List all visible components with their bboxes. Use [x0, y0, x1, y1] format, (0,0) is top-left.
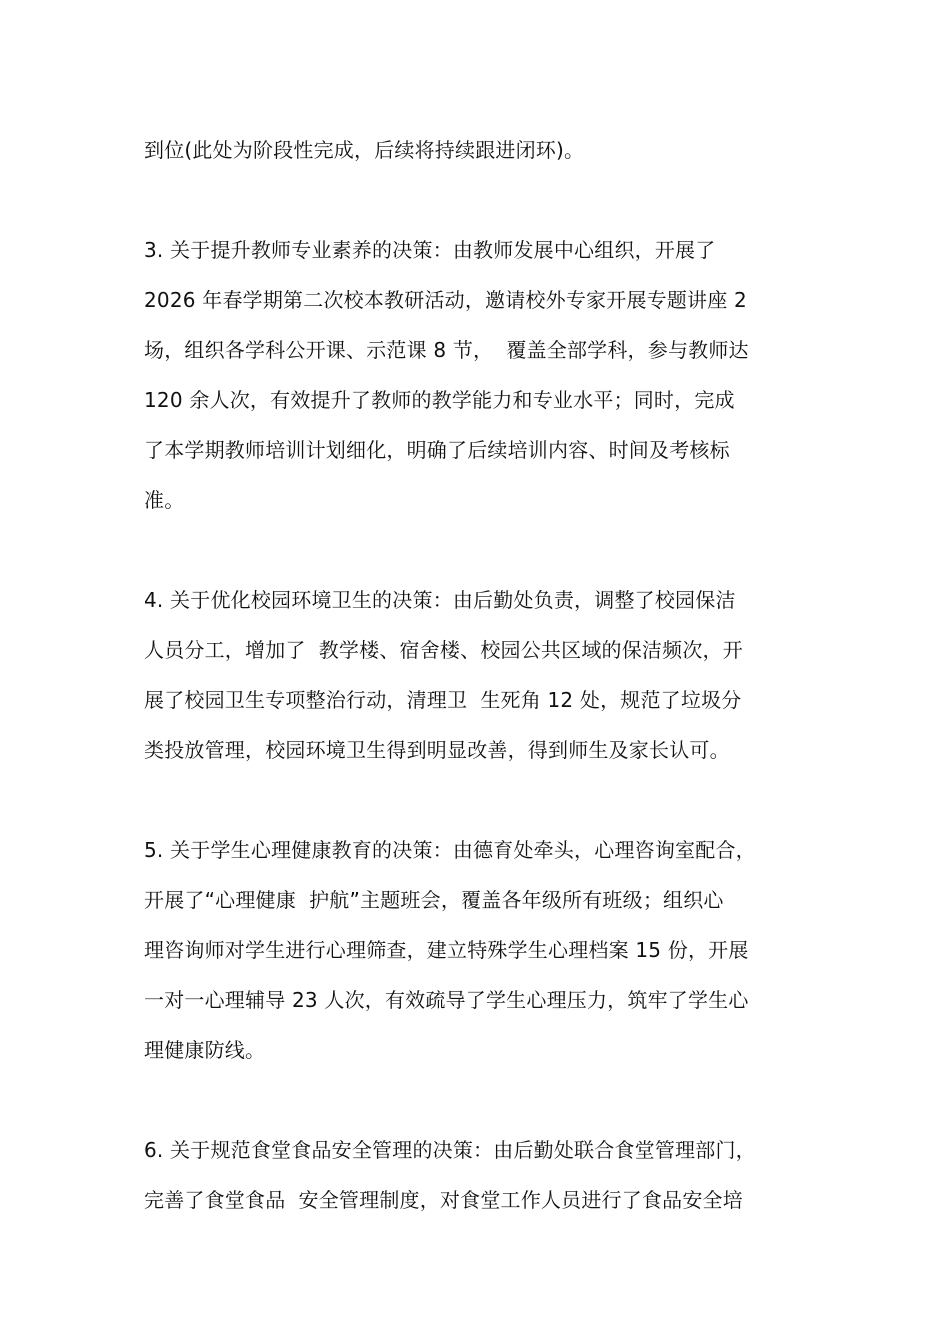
text-line: 完善了食堂食品 安全管理制度，对食堂工作人员进行了食品安全培	[144, 1188, 743, 1212]
text-line: 2026 年春学期第二次校本教研活动，邀请校外专家开展专题讲座 2	[144, 288, 747, 312]
text-line: 3. 关于提升教师专业素养的决策：由教师发展中心组织，开展了	[144, 238, 716, 262]
text-line: 准。	[144, 488, 185, 512]
text-line: 类投放管理，校园环境卫生得到明显改善，得到师生及家长认可。	[144, 738, 730, 762]
text-line: 了本学期教师培训计划细化，明确了后续培训内容、时间及考核标	[144, 438, 730, 462]
text-line: 理健康防线。	[144, 1038, 266, 1062]
text-line: 4. 关于优化校园环境卫生的决策：由后勤处负责，调整了校园保洁	[144, 588, 736, 612]
text-line: 120 余人次，有效提升了教师的教学能力和专业水平；同时，完成	[144, 388, 735, 412]
text-line: 一对一心理辅导 23 人次，有效疏导了学生心理压力，筑牢了学生心	[144, 988, 749, 1012]
text-line: 开展了“心理健康 护航”主题班会，覆盖各年级所有班级；组织心	[144, 888, 724, 912]
text-line: 6. 关于规范食堂食品安全管理的决策：由后勤处联合食堂管理部门，	[144, 1138, 756, 1162]
text-line: 理咨询师对学生进行心理筛查，建立特殊学生心理档案 15 份，开展	[144, 938, 749, 962]
text-line: 5. 关于学生心理健康教育的决策：由德育处牵头，心理咨询室配合，	[144, 838, 756, 862]
text-line: 场，组织各学科公开课、示范课 8 节， 覆盖全部学科，参与教师达	[144, 338, 749, 362]
text-line: 展了校园卫生专项整治行动，清理卫 生死角 12 处，规范了垃圾分	[144, 688, 742, 712]
text-line: 到位(此处为阶段性完成，后续将持续跟进闭环)。	[144, 138, 585, 162]
text-line: 人员分工，增加了 教学楼、宿舍楼、校园公共区域的保洁频次，开	[144, 638, 743, 662]
